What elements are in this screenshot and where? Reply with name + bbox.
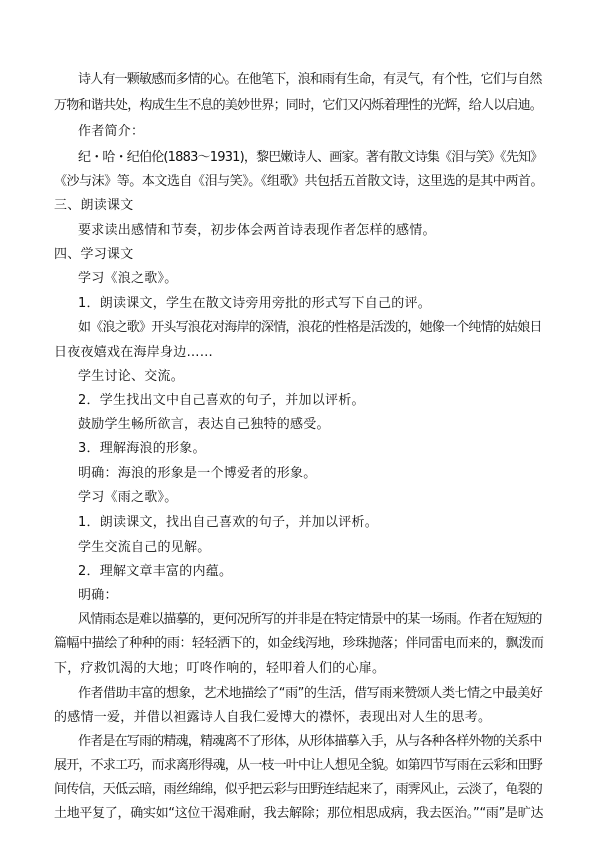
section-heading: 四、学习课文	[54, 247, 134, 262]
text-line: 鼓励学生畅所欲言，表达自己独特的感受。	[78, 417, 330, 432]
section-label: 作者简介：	[78, 124, 145, 139]
text-line: 诗人有一颗敏感而多情的心。在他笔下，浪和雨有生命，有灵气，有个性，它们与自然	[78, 72, 542, 87]
text-line: 作者是在写雨的精魂，精魂离不了形体，从形体描摹入手，从与各种各样外物的关系中	[78, 734, 542, 749]
text-line: 间传信，天低云暗，雨丝绵绵，似乎把云彩与田野连结起来了，雨霁风止，云淡了，龟裂的	[54, 782, 543, 797]
text-line: 明确：海浪的形象是一个博爱者的形象。	[78, 466, 317, 481]
text-line: 的感情一爱，并借以袒露诗人自我仁爱博大的襟怀，表现出对人生的思考。	[54, 710, 492, 725]
text-line: 明确：	[78, 588, 118, 603]
text-line: 日夜夜嬉戏在海岸身边……	[54, 345, 214, 360]
text-line: 要求读出感情和节奏，初步体会两首诗表现作者怎样的感情。	[78, 223, 436, 238]
text-line: 1．朗读课文，找出自己喜欢的句子，并加以评析。	[78, 515, 379, 530]
text-line: 1．朗读课文，学生在散文诗旁用旁批的形式写下自己的评。	[78, 296, 432, 311]
text-line: 学生讨论、交流。	[78, 369, 185, 384]
text-line: 学生交流自己的见解。	[78, 540, 211, 555]
text-line: 如《浪之歌》开头写浪花对海岸的深情，浪花的性格是活泼的，她像一个纯情的姑娘日	[78, 320, 542, 335]
text-line: 展开，不求工巧，而求离形得魂，从一枝一叶中让人想见全貌。如第四节写雨在云彩和田野	[54, 758, 543, 773]
text-line: 学习《雨之歌》。	[78, 490, 178, 505]
text-line: 风情雨态是难以描摹的，更何况所写的并非是在特定情景中的某一场雨。作者在短短的	[78, 612, 542, 627]
text-line: 3．理解海浪的形象。	[78, 441, 206, 456]
text-line: 下，疗救饥渴的大地；叮咚作响的，轻叩着人们的心扉。	[54, 661, 386, 676]
text-line: 2．理解文章丰富的内蕴。	[78, 564, 233, 579]
text-line: 作者借助丰富的想象，艺术地描绘了“雨”的生活，借写雨来赞颂人类七情之中最美好	[78, 686, 543, 701]
text-line: 2．学生找出文中自己喜欢的句子，并加以评析。	[78, 393, 365, 408]
section-heading: 三、朗读课文	[54, 198, 134, 213]
text-line: 《沙与沫》等。本文选自《泪与笑》。《组歌》共包括五首散文诗，这里选的是其中两首。	[54, 174, 544, 189]
text-line: 篇幅中描绘了种种的雨：轻轻洒下的，如金线泻地，珍珠抛落；伴同雷电而来的，飘泼而	[54, 636, 544, 651]
text-line: 万物和谐共处，构成生生不息的美妙世界；同时，它们又闪烁着理性的光辉，给人以启迪。	[54, 98, 543, 113]
text-line: 土地平复了，确实如“这位干渴难耐，我去解除；那位相思成病，我去医治。”“雨”是旷达	[54, 806, 544, 821]
text-line: 纪・哈・纪伯伦(1883～1931)，黎巴嫩诗人、画家。著有散文诗集《泪与笑》《先知》	[78, 150, 543, 165]
text-line: 学习《浪之歌》。	[78, 271, 178, 286]
